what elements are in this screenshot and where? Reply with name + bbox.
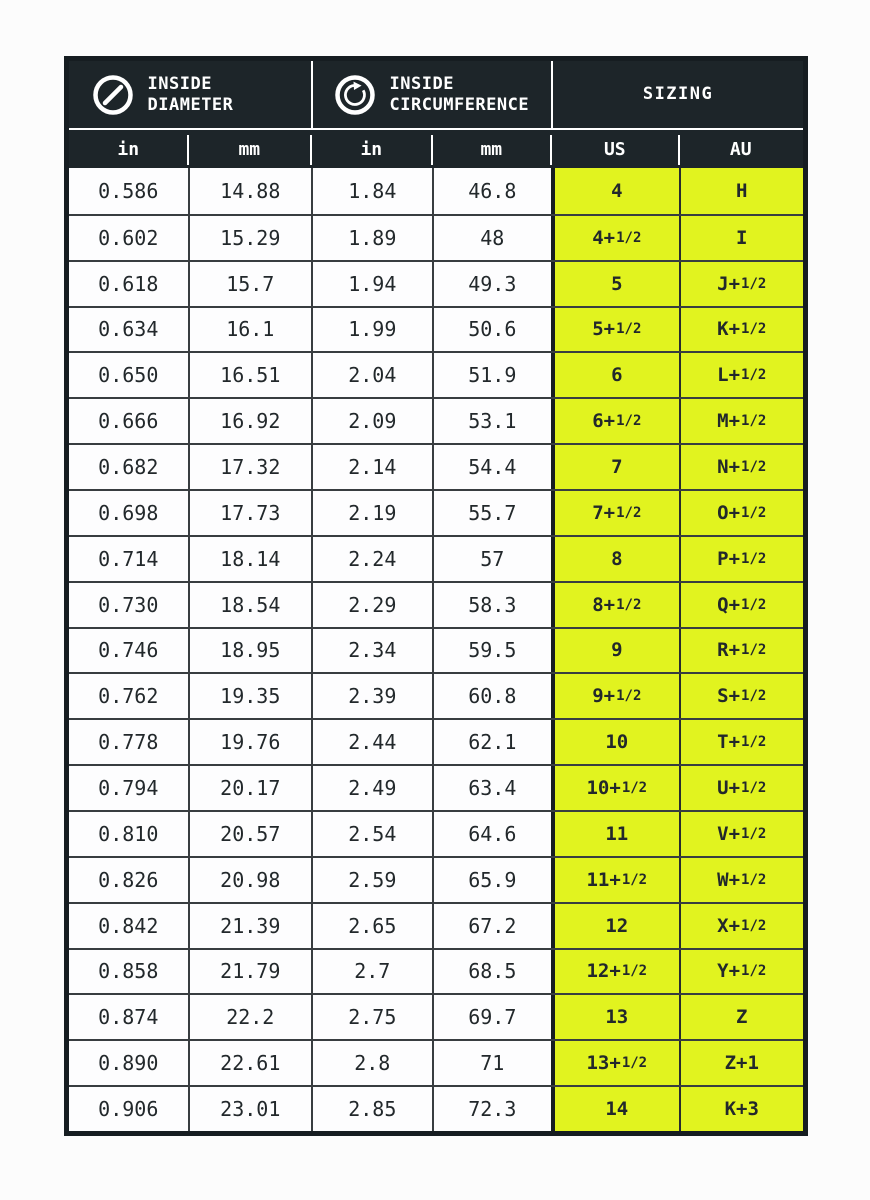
cell-circumference-mm: 63.4: [432, 766, 552, 810]
cell-circumference-in: 2.14: [311, 445, 432, 489]
cell-circumference-in: 2.8: [311, 1041, 432, 1085]
cell-diameter-mm: 15.7: [188, 262, 312, 306]
cell-us-size: 4+ 1/2: [551, 216, 678, 260]
cell-au-size: O+ 1/2: [679, 491, 803, 535]
cell-diameter-mm: 18.14: [188, 537, 312, 581]
cell-au-size: H: [679, 168, 803, 214]
cell-circumference-mm: 55.7: [432, 491, 552, 535]
cell-circumference-in: 2.65: [311, 904, 432, 948]
cell-us-size: 12: [551, 904, 678, 948]
cell-diameter-mm: 18.95: [188, 629, 312, 673]
table-row: [69, 902, 803, 948]
table-row: [69, 489, 803, 535]
cell-diameter-mm: 15.29: [188, 216, 312, 260]
cell-diameter-mm: 16.51: [188, 353, 312, 397]
cell-diameter-in: 0.858: [69, 950, 188, 994]
cell-diameter-in: 0.826: [69, 858, 188, 902]
cell-us-size: 5: [551, 262, 678, 306]
cell-circumference-in: 1.94: [311, 262, 432, 306]
group-label-sizing: SIZING: [642, 84, 714, 104]
table-row: [69, 948, 803, 994]
cell-circumference-in: 2.44: [311, 720, 432, 764]
cell-diameter-mm: 20.98: [188, 858, 312, 902]
table-row: [69, 718, 803, 764]
table-row: [69, 443, 803, 489]
cell-au-size: Q+ 1/2: [679, 583, 803, 627]
group-label-inside-diameter: INSIDE DIAMETER: [147, 73, 234, 115]
cell-us-size: 9+ 1/2: [551, 674, 678, 718]
cell-diameter-mm: 17.73: [188, 491, 312, 535]
cell-circumference-mm: 58.3: [432, 583, 552, 627]
cell-circumference-mm: 68.5: [432, 950, 552, 994]
cell-us-size: 7: [551, 445, 678, 489]
cell-us-size: 8: [551, 537, 678, 581]
table-row: [69, 581, 803, 627]
cell-us-size: 8+ 1/2: [551, 583, 678, 627]
cell-diameter-in: 0.586: [69, 168, 188, 214]
cell-us-size: 6+ 1/2: [551, 399, 678, 443]
cell-us-size: 12+ 1/2: [551, 950, 678, 994]
group-inside-diameter: [69, 61, 311, 128]
cell-diameter-in: 0.602: [69, 216, 188, 260]
cell-au-size: V+ 1/2: [679, 812, 803, 856]
cell-au-size: J+ 1/2: [679, 262, 803, 306]
column-headers: [69, 128, 803, 168]
cell-diameter-in: 0.874: [69, 995, 188, 1039]
cell-circumference-mm: 69.7: [432, 995, 552, 1039]
cell-circumference-in: 2.39: [311, 674, 432, 718]
cell-diameter-in: 0.810: [69, 812, 188, 856]
table-row: [69, 1039, 803, 1085]
cell-us-size: 10+ 1/2: [551, 766, 678, 810]
table-row: [69, 993, 803, 1039]
header-diameter-in: in: [117, 138, 140, 160]
cell-us-size: 9: [551, 629, 678, 673]
cell-circumference-mm: 64.6: [432, 812, 552, 856]
cell-diameter-in: 0.714: [69, 537, 188, 581]
cell-circumference-in: 2.34: [311, 629, 432, 673]
cell-circumference-mm: 59.5: [432, 629, 552, 673]
cell-circumference-in: 2.09: [311, 399, 432, 443]
cell-diameter-mm: 17.32: [188, 445, 312, 489]
cell-us-size: 5+ 1/2: [551, 308, 678, 352]
cell-diameter-in: 0.890: [69, 1041, 188, 1085]
ring-size-chart: [64, 56, 808, 1136]
cell-diameter-in: 0.906: [69, 1087, 188, 1131]
cell-au-size: S+ 1/2: [679, 674, 803, 718]
cell-au-size: U+ 1/2: [679, 766, 803, 810]
cell-diameter-in: 0.778: [69, 720, 188, 764]
cell-diameter-mm: 21.79: [188, 950, 312, 994]
cell-diameter-mm: 20.17: [188, 766, 312, 810]
table-row: [69, 764, 803, 810]
cell-diameter-mm: 18.54: [188, 583, 312, 627]
cell-au-size: L+ 1/2: [679, 353, 803, 397]
circumference-icon: [333, 73, 377, 117]
cell-diameter-in: 0.746: [69, 629, 188, 673]
header-circumference-mm: mm: [432, 130, 552, 168]
cell-circumference-mm: 48: [432, 216, 552, 260]
cell-circumference-mm: 60.8: [432, 674, 552, 718]
cell-au-size: N+ 1/2: [679, 445, 803, 489]
cell-au-size: X+ 1/2: [679, 904, 803, 948]
table-header: [69, 61, 803, 168]
cell-circumference-in: 1.89: [311, 216, 432, 260]
cell-circumference-in: 2.85: [311, 1087, 432, 1131]
cell-au-size: I: [679, 216, 803, 260]
cell-circumference-mm: 71: [432, 1041, 552, 1085]
cell-diameter-in: 0.762: [69, 674, 188, 718]
cell-diameter-mm: 16.1: [188, 308, 312, 352]
cell-diameter-mm: 19.35: [188, 674, 312, 718]
cell-us-size: 11+ 1/2: [551, 858, 678, 902]
group-sizing: [551, 61, 803, 128]
table-row: [69, 397, 803, 443]
table-row: [69, 260, 803, 306]
cell-us-size: 13+ 1/2: [551, 1041, 678, 1085]
cell-diameter-mm: 14.88: [188, 168, 312, 214]
cell-diameter-in: 0.682: [69, 445, 188, 489]
cell-diameter-mm: 19.76: [188, 720, 312, 764]
cell-circumference-in: 2.59: [311, 858, 432, 902]
cell-circumference-mm: 53.1: [432, 399, 552, 443]
cell-au-size: K+ 1/2: [679, 308, 803, 352]
cell-au-size: T+ 1/2: [679, 720, 803, 764]
header-au-size: AU: [679, 130, 803, 168]
cell-au-size: Y+ 1/2: [679, 950, 803, 994]
cell-us-size: 4: [551, 168, 678, 214]
cell-circumference-mm: 72.3: [432, 1087, 552, 1131]
cell-circumference-in: 1.84: [311, 168, 432, 214]
cell-circumference-in: 2.04: [311, 353, 432, 397]
cell-circumference-in: 2.49: [311, 766, 432, 810]
table-row: [69, 856, 803, 902]
cell-au-size: R+ 1/2: [679, 629, 803, 673]
cell-diameter-mm: 16.92: [188, 399, 312, 443]
cell-circumference-in: 2.75: [311, 995, 432, 1039]
table-body: [69, 168, 803, 1131]
cell-diameter-mm: 23.01: [188, 1087, 312, 1131]
cell-diameter-mm: 22.2: [188, 995, 312, 1039]
cell-circumference-mm: 51.9: [432, 353, 552, 397]
cell-au-size: W+ 1/2: [679, 858, 803, 902]
group-header-row: [69, 61, 803, 128]
cell-circumference-in: 2.54: [311, 812, 432, 856]
cell-us-size: 10: [551, 720, 678, 764]
cell-au-size: M+ 1/2: [679, 399, 803, 443]
cell-us-size: 13: [551, 995, 678, 1039]
cell-au-size: Z: [679, 995, 803, 1039]
diameter-icon: [91, 73, 135, 117]
cell-diameter-mm: 20.57: [188, 812, 312, 856]
cell-us-size: 6: [551, 353, 678, 397]
cell-circumference-mm: 65.9: [432, 858, 552, 902]
cell-diameter-in: 0.842: [69, 904, 188, 948]
table-row: [69, 672, 803, 718]
cell-circumference-mm: 49.3: [432, 262, 552, 306]
table-row: [69, 1085, 803, 1131]
cell-us-size: 11: [551, 812, 678, 856]
cell-circumference-mm: 62.1: [432, 720, 552, 764]
cell-diameter-in: 0.730: [69, 583, 188, 627]
cell-diameter-mm: 22.61: [188, 1041, 312, 1085]
cell-au-size: P+ 1/2: [679, 537, 803, 581]
cell-au-size: Z+1: [679, 1041, 803, 1085]
table-row: [69, 627, 803, 673]
table-row: [69, 351, 803, 397]
cell-us-size: 14: [551, 1087, 678, 1131]
cell-circumference-in: 1.99: [311, 308, 432, 352]
table-row: [69, 168, 803, 214]
group-label-inside-circumference: INSIDE CIRCUMFERENCE: [389, 73, 530, 115]
cell-circumference-in: 2.24: [311, 537, 432, 581]
cell-circumference-in: 2.19: [311, 491, 432, 535]
table-row: [69, 306, 803, 352]
table-row: [69, 535, 803, 581]
cell-diameter-in: 0.698: [69, 491, 188, 535]
header-circumference-in: in: [311, 130, 432, 168]
cell-circumference-mm: 50.6: [432, 308, 552, 352]
cell-circumference-mm: 67.2: [432, 904, 552, 948]
cell-au-size: K+3: [679, 1087, 803, 1131]
cell-diameter-mm: 21.39: [188, 904, 312, 948]
table-row: [69, 810, 803, 856]
header-us-size: US: [551, 130, 678, 168]
cell-circumference-in: 2.29: [311, 583, 432, 627]
cell-diameter-in: 0.794: [69, 766, 188, 810]
cell-diameter-in: 0.618: [69, 262, 188, 306]
header-diameter-mm: mm: [188, 130, 312, 168]
cell-diameter-in: 0.634: [69, 308, 188, 352]
cell-circumference-mm: 46.8: [432, 168, 552, 214]
cell-circumference-mm: 54.4: [432, 445, 552, 489]
cell-circumference-in: 2.7: [311, 950, 432, 994]
table-row: [69, 214, 803, 260]
cell-diameter-in: 0.650: [69, 353, 188, 397]
group-inside-circumference: [311, 61, 551, 128]
cell-diameter-in: 0.666: [69, 399, 188, 443]
cell-us-size: 7+ 1/2: [551, 491, 678, 535]
cell-circumference-mm: 57: [432, 537, 552, 581]
